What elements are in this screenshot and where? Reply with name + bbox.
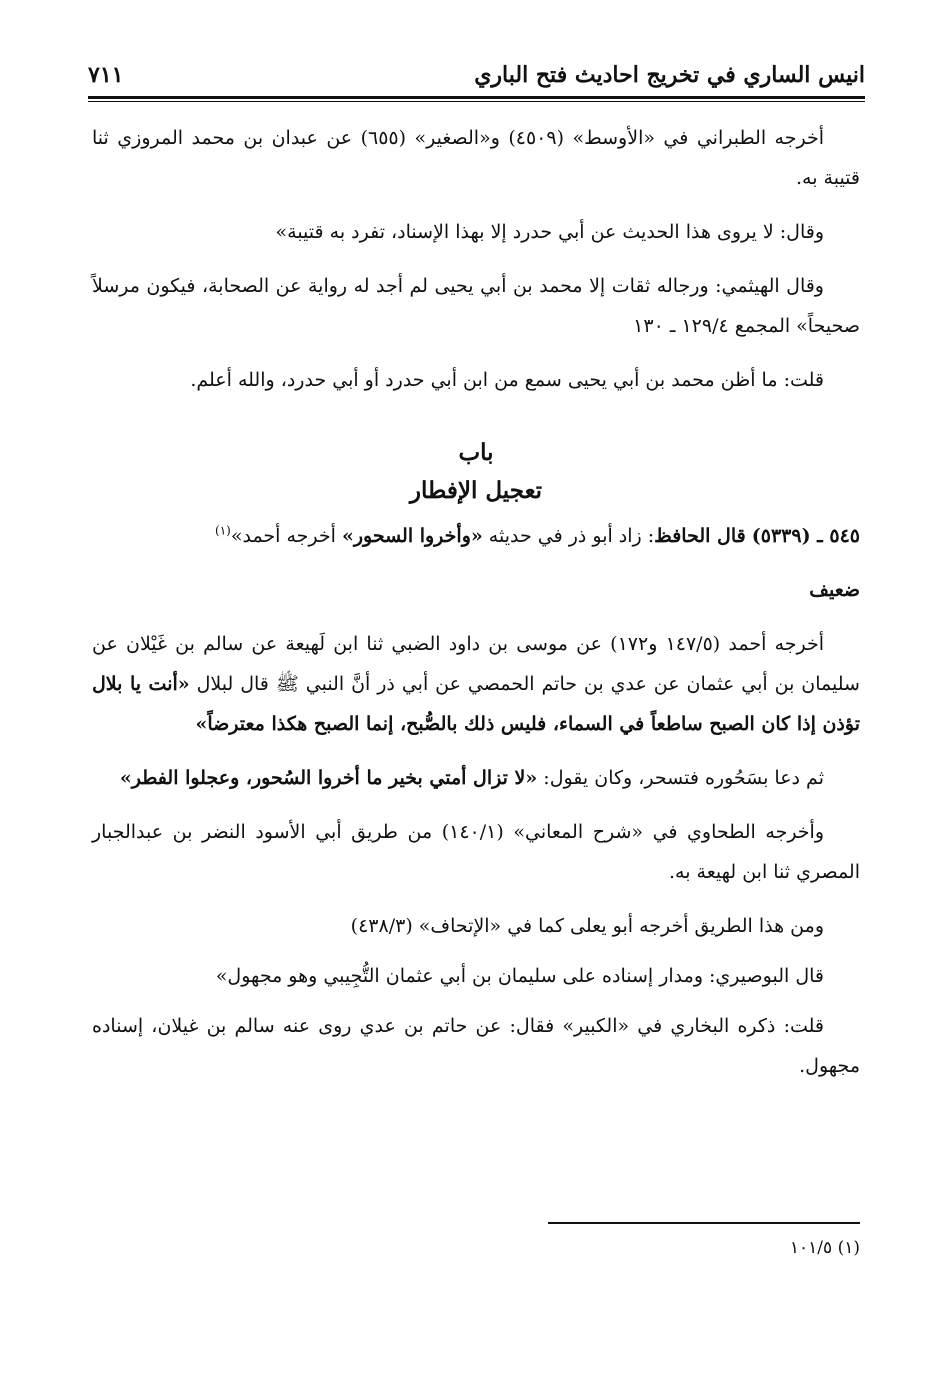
paragraph-tabarani: أخرجه الطبراني في «الأوسط» (٤٥٠٩) و«الصغير» (٦٥٥) عن عبدان بن محمد المروزي ثنا قتيبة به. [92, 127, 860, 189]
page-number: ٧١١ [88, 62, 124, 88]
footnote-reference: (١) [215, 523, 231, 538]
hadith-text-after: أخرجه أحمد» [230, 525, 342, 547]
hadith-quote: «وأخروا السحور» [341, 525, 483, 547]
paragraph-bukhari-kabir: قلت: ذكره البخاري في «الكبير» فقال: عن حاتم بن عدي روى عنه سالم بن غيلان، إسناده مجهول. [92, 1015, 860, 1077]
header-rule-thick [88, 96, 865, 99]
ahmad-takhrij-matn: «أنت يا بلال تؤذن إذا كان الصبح ساطعاً في السماء، فليس ذلك بالصُّبح، إنما الصبح هكذا معترضاً» [92, 673, 860, 735]
chapter-title: تعجيل الإفطار [409, 477, 543, 504]
footnote [500, 1234, 860, 1262]
paragraph-tahawi: وأخرجه الطحاوي في «شرح المعاني» (١٤٠/١) من طريق أبي الأسود النضر بن عبدالجبار المصري ثنا ابن لهيعة به. [92, 821, 860, 883]
running-title: انيس الساري في تخريج احاديث فتح الباري [474, 62, 865, 88]
paragraph-tabarani-quote: وقال: لا يروى هذا الحديث عن أبي حدرد إلا بهذا الإسناد، تفرد به قتيبة» [275, 221, 824, 243]
paragraph-author-comment: قلت: ما أظن محمد بن أبي يحيى سمع من ابن أبي حدرد أو أبي حدرد، والله أعلم. [190, 369, 824, 391]
header-rule-thin [88, 101, 865, 102]
paragraph-haythami: وقال الهيثمي: ورجاله ثقات إلا محمد بن أبي يحيى لم أجد له رواية عن الصحابة، فيكون مرسلاً صحيحاً» المجمع ١٢٩/٤ ـ ١٣٠ [92, 275, 860, 337]
footnote-text: ١٠١/٥ [789, 1238, 833, 1258]
page-header [88, 60, 865, 94]
footnote-rule [548, 1222, 860, 1224]
hadith-grade: ضعيف [809, 579, 860, 601]
paragraph-suhur [92, 758, 860, 798]
hadith-label: قال الحافظ [654, 525, 746, 547]
paragraph-ahmad-takhrij [92, 624, 860, 744]
hadith-number: ٥٤٥ ـ (٥٣٣٩) [751, 525, 860, 547]
page-body [92, 118, 860, 1100]
paragraph-busiri: قال البوصيري: ومدار إسناده على سليمان بن أبي عثمان التُّجِيبي وهو مجهول» [215, 965, 824, 987]
chapter-label: باب [458, 439, 494, 466]
suhur-matn: «لا تزال أمتي بخير ما أخروا السُحور، وعجلوا الفطر» [119, 767, 538, 789]
chapter-heading [92, 434, 860, 510]
suhur-text: ثم دعا بسَحُوره فتسحر، وكان يقول: [537, 767, 824, 789]
hadith-header [92, 516, 860, 556]
footnote-marker: (١) [837, 1238, 860, 1258]
hadith-text-before: : زاد أبو ذر في حديثه [482, 525, 655, 547]
paragraph-abu-yala: ومن هذا الطريق أخرجه أبو يعلى كما في «الإتحاف» (٤٣٨/٣) [350, 915, 824, 937]
ahmad-takhrij-text: أخرجه أحمد (١٤٧/٥ و١٧٢) عن موسى بن داود الضبي ثنا ابن لَهيعة عن سالم بن غَيْلان عن سليمان بن أبي عثمان عن عدي بن حاتم الحمصي عن أبي ذر أنَّ النبي ﷺ قال لبلال [92, 633, 860, 695]
